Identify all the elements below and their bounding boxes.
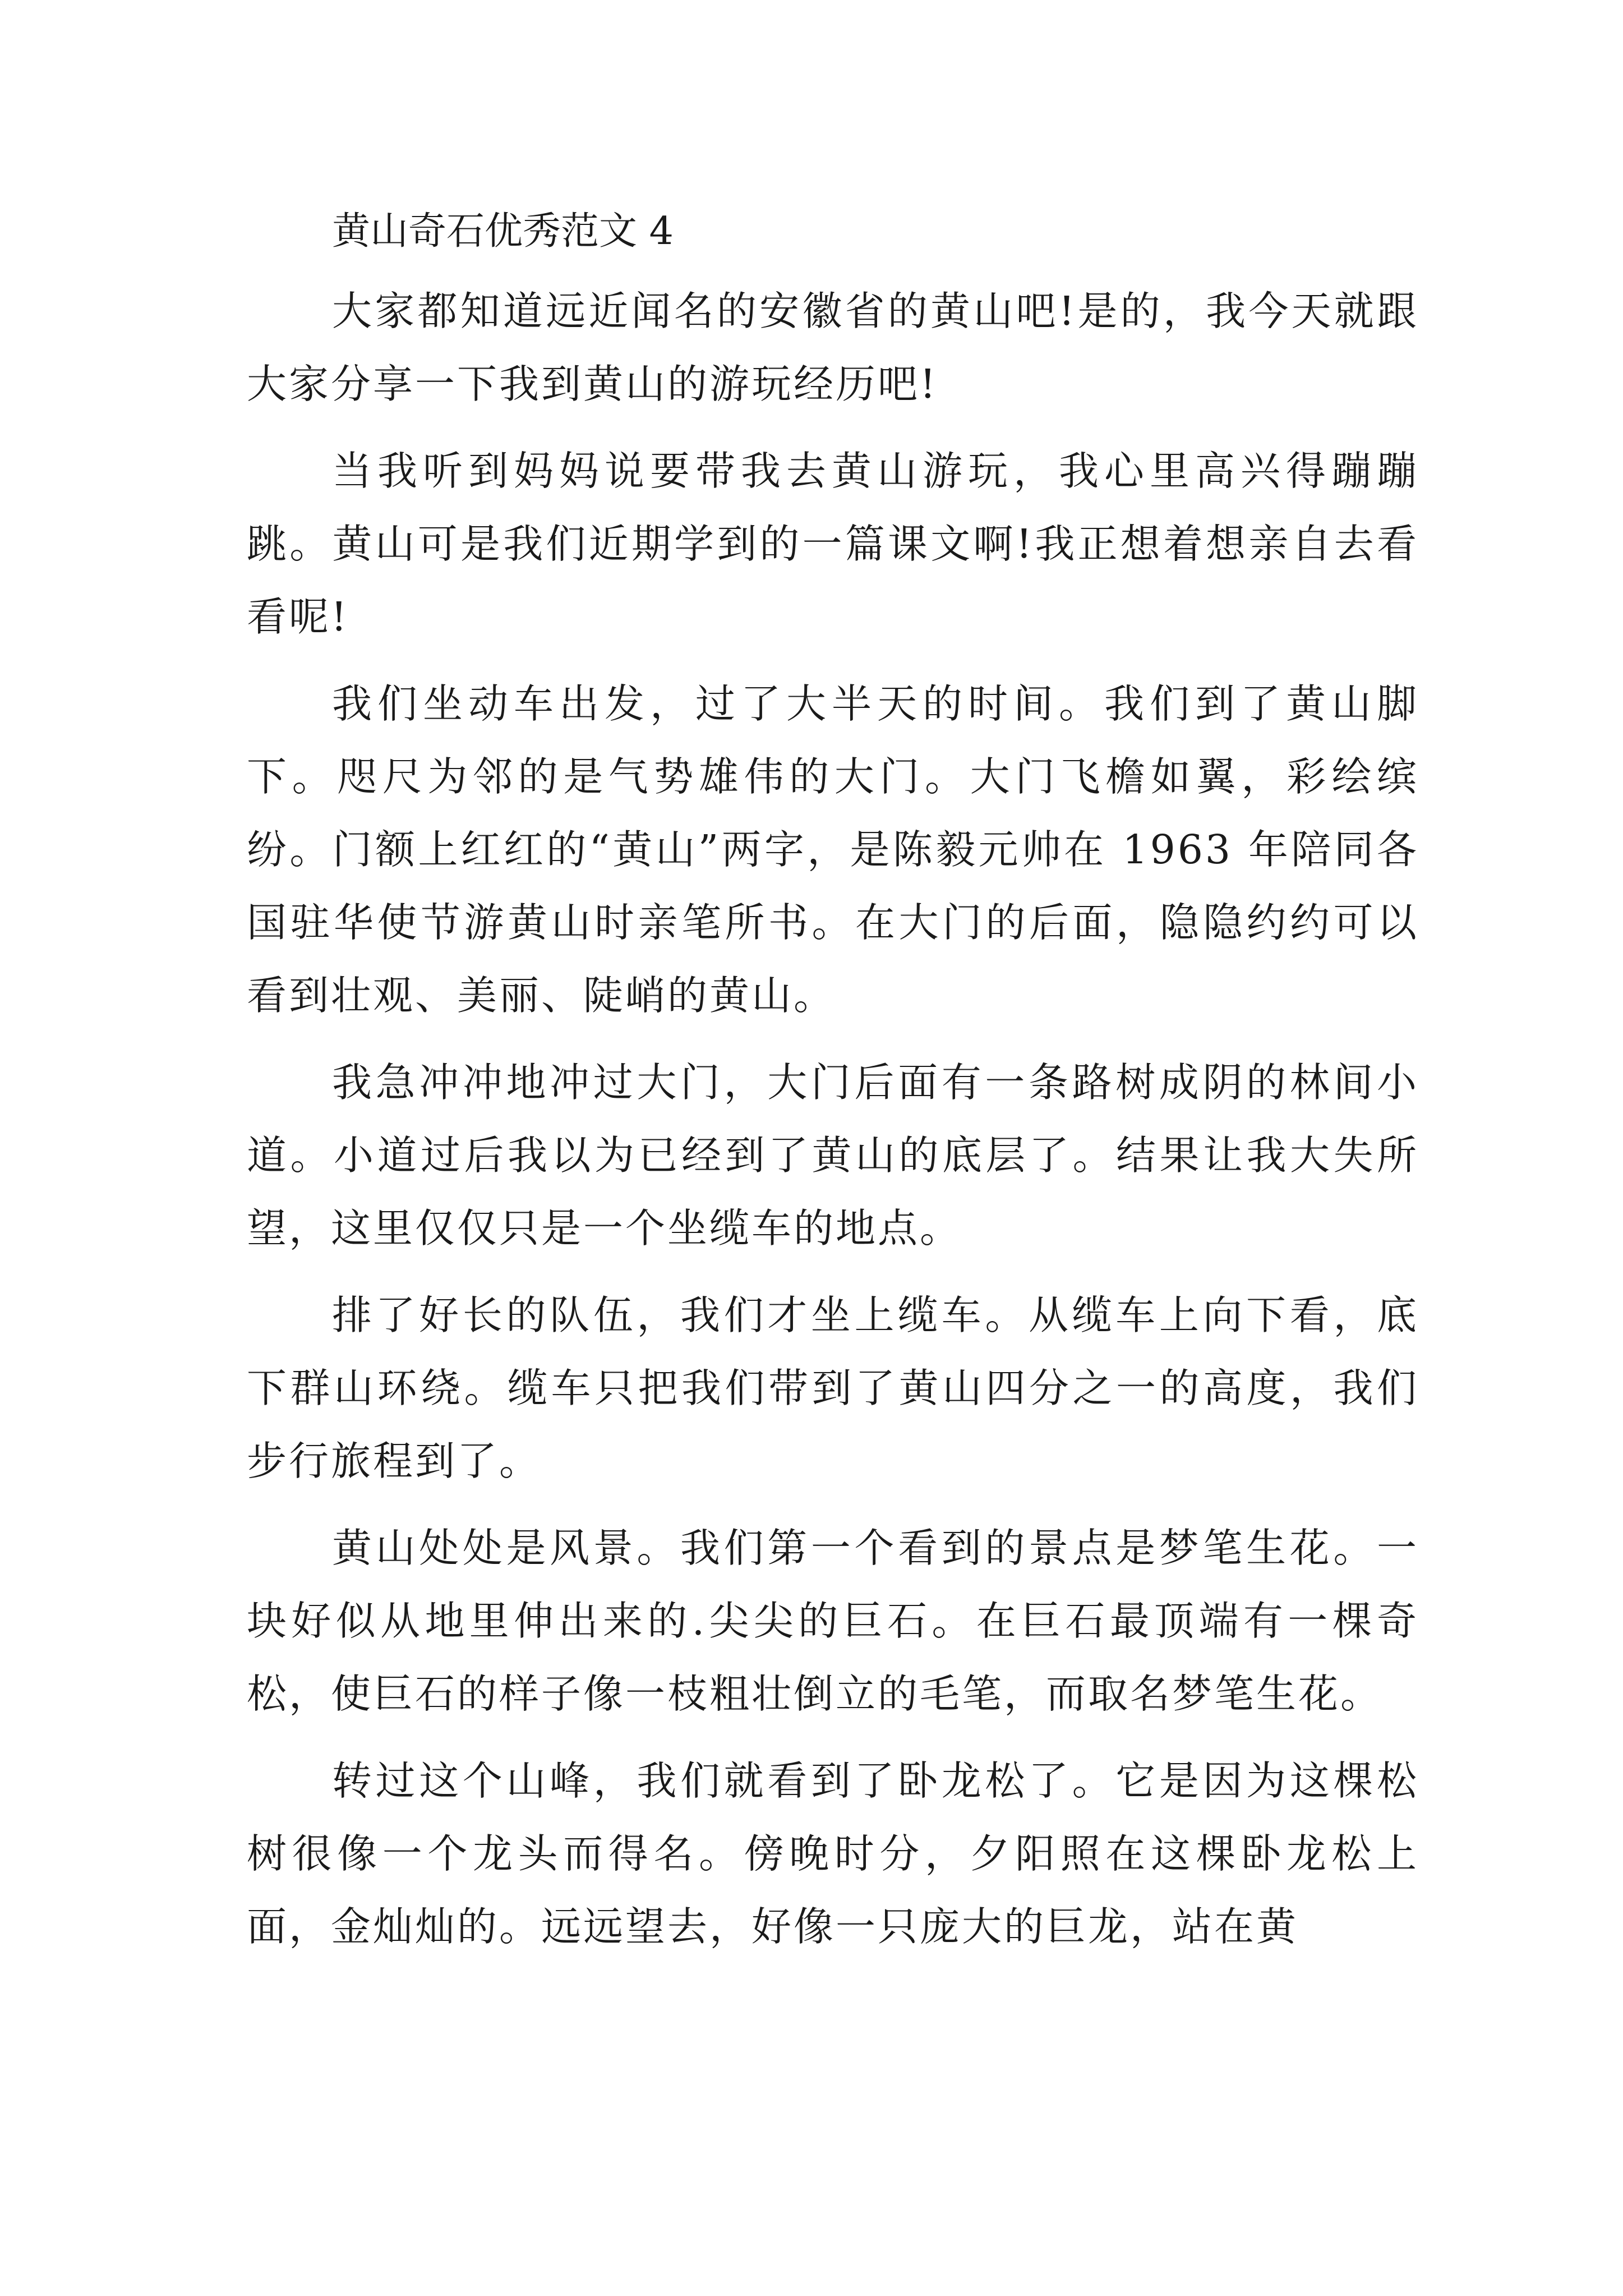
document-title: 黄山奇石优秀范文 4 <box>332 209 674 254</box>
document-body <box>247 202 1419 1977</box>
paragraph-2: 当我听到妈妈说要带我去黄山游玩，我心里高兴得蹦蹦跳。黄山可是我们近期学到的一篇课文啊!我正想着想亲自去看看呢! <box>247 448 1419 640</box>
paragraph-6: 黄山处处是风景。我们第一个看到的景点是梦笔生花。一块好似从地里伸出来的.尖尖的巨石。在巨石最顶端有一棵奇松，使巨石的样子像一枝粗壮倒立的毛笔，而取名梦笔生花。 <box>247 1525 1419 1717</box>
paragraph-7: 转过这个山峰，我们就看到了卧龙松了。它是因为这棵松树很像一个龙头而得名。傍晚时分，夕阳照在这棵卧龙松上面，金灿灿的。远远望去，好像一只庞大的巨龙，站在黄 <box>247 1757 1419 1950</box>
paragraph-1: 大家都知道远近闻名的安徽省的黄山吧!是的，我今天就跟大家分享一下我到黄山的游玩经历吧! <box>247 288 1419 407</box>
paragraph-3: 我们坐动车出发，过了大半天的时间。我们到了黄山脚下。咫尺为邻的是气势雄伟的大门。大门飞檐如翼，彩绘缤纷。门额上红红的“黄山”两字，是陈毅元帅在 1963 年陪同各国驻华使节游黄山时亲笔所书。在大门的后面，隐隐约约可以看到壮观、美丽、陡峭的黄山。 <box>247 680 1419 1019</box>
paragraph-4: 我急冲冲地冲过大门，大门后面有一条路树成阴的林间小道。小道过后我以为已经到了黄山的底层了。结果让我大失所望，这里仅仅只是一个坐缆车的地点。 <box>247 1059 1419 1251</box>
paragraph-5: 排了好长的队伍，我们才坐上缆车。从缆车上向下看，底下群山环绕。缆车只把我们带到了黄山四分之一的高度，我们步行旅程到了。 <box>247 1292 1419 1484</box>
